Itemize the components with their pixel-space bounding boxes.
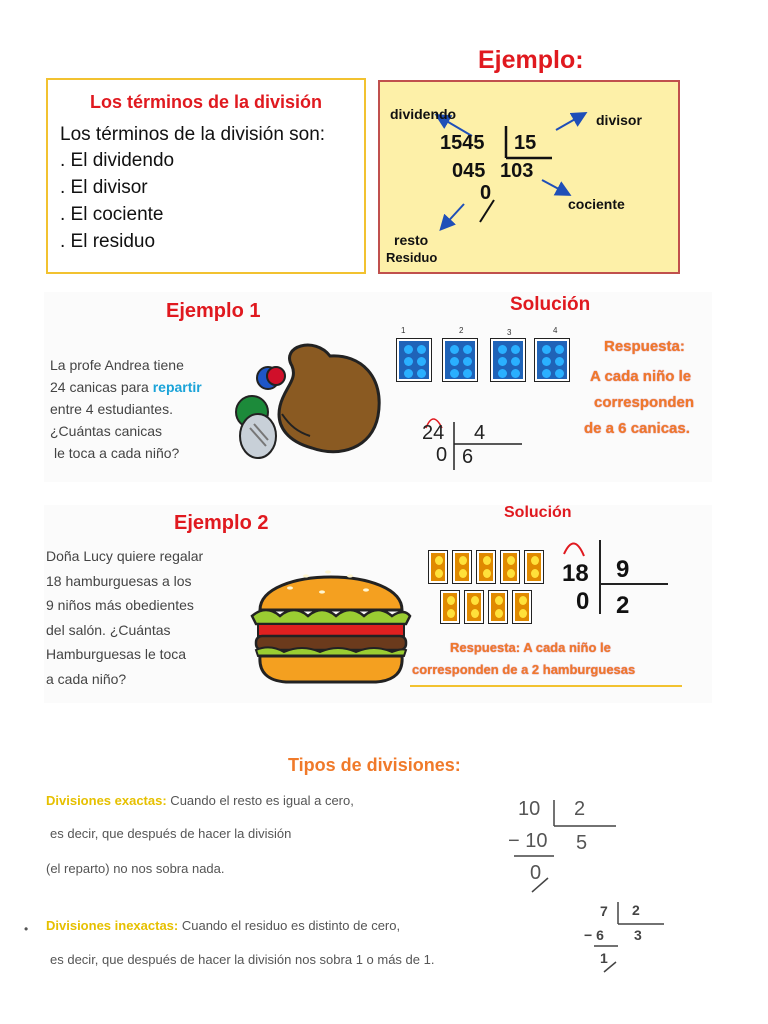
inexact-quotient: 3 — [634, 927, 642, 943]
hamburger-dot — [483, 569, 491, 578]
card-number: 2 — [459, 326, 464, 335]
example1-dividend: 24 — [422, 422, 445, 444]
marble-dot — [498, 369, 507, 378]
marble-dot — [511, 369, 520, 378]
marble-dot — [404, 345, 413, 354]
ejemplo-heading: Ejemplo: — [478, 46, 584, 74]
example2-title: Ejemplo 2 — [174, 512, 269, 534]
terms-title: Los términos de la división — [89, 92, 323, 112]
hamburger-card — [488, 590, 508, 624]
hamburger-dot — [435, 556, 443, 565]
terms-item-divisor: . El divisor — [60, 177, 148, 198]
divisor-value: 15 — [514, 132, 537, 154]
card-number: 3 — [507, 328, 512, 337]
hamburger-dot — [495, 596, 503, 605]
terms-box — [46, 78, 366, 274]
exact-dividend: 10 — [518, 798, 541, 820]
hamburger-card — [524, 550, 544, 584]
inexact-divisor: 2 — [632, 902, 640, 918]
story-line: 24 canicas para repartir — [50, 379, 202, 395]
terms-item-residuo: . El residuo — [60, 231, 156, 252]
label-dividendo: dividendo — [390, 106, 457, 122]
marble-dot — [542, 357, 551, 366]
exactas-line: Divisiones exactas: Cuando el resto es igual a cero, — [46, 793, 354, 808]
example1-answer-title: Respuesta: — [604, 338, 685, 355]
marble-card — [534, 338, 570, 382]
hamburger-dot — [471, 609, 479, 618]
story-line: 18 hamburguesas a los — [46, 572, 192, 589]
example2-remainder: 0 — [576, 588, 590, 615]
marble-dot — [450, 357, 459, 366]
hamburger-card — [476, 550, 496, 584]
partial-value: 045 — [452, 160, 486, 182]
hamburger-dot — [495, 609, 503, 618]
hamburger-dot — [447, 609, 455, 618]
story-line: entre 4 estudiantes. — [50, 401, 173, 417]
arrow-resto — [442, 204, 464, 228]
label-divisor: divisor — [596, 112, 642, 128]
example1-story — [50, 354, 202, 464]
exact-remainder: 0 — [530, 862, 542, 884]
example2-answer-line: Respuesta: A cada niño le — [450, 640, 611, 655]
hamburger-card — [512, 590, 532, 624]
story-line: le toca a cada niño? — [54, 445, 180, 461]
hamburger-dot — [519, 609, 527, 618]
hamburger-dot — [459, 569, 467, 578]
tipos-title: Tipos de divisiones: — [288, 755, 461, 775]
marble-dot — [463, 345, 472, 354]
example1-quotient: 6 — [462, 446, 474, 468]
story-line: Doña Lucy quiere regalar — [46, 548, 204, 564]
hamburger-dot — [519, 596, 527, 605]
example1-divisor: 4 — [474, 422, 486, 444]
label-residuo: Residuo — [386, 250, 438, 265]
card-number: 1 — [401, 326, 406, 335]
hamburger-illustration — [246, 552, 416, 688]
exactas-label: Divisiones exactas: — [46, 793, 167, 808]
hamburger-dot — [531, 569, 539, 578]
hamburger-card — [464, 590, 484, 624]
marbles-bag-illustration — [220, 336, 390, 466]
inexact-dividend: 7 — [600, 903, 608, 919]
example2-divisor: 9 — [616, 556, 630, 583]
example2-quotient: 2 — [616, 592, 630, 619]
marble-dot — [404, 369, 413, 378]
terms-item-dividendo: . El dividendo — [60, 150, 175, 171]
hamburger-dot — [471, 596, 479, 605]
hamburger-dot — [459, 556, 467, 565]
bullet-icon: • — [24, 922, 29, 936]
exact-subtract: − 10 — [508, 830, 548, 852]
marble-card — [396, 338, 432, 382]
label-cociente: cociente — [568, 196, 625, 212]
story-highlight: repartir — [152, 379, 202, 395]
marble-dot — [417, 345, 426, 354]
story-line: ¿Cuántas canicas — [50, 423, 163, 439]
hamburger-card — [440, 590, 460, 624]
hamburger-card — [500, 550, 520, 584]
quotient-value: 103 — [500, 160, 534, 182]
marble-card — [490, 338, 526, 382]
story-line: Hamburguesas le toca — [46, 646, 187, 662]
example2-solution-title: Solución — [504, 504, 572, 521]
story-line: La profe Andrea tiene — [50, 357, 184, 373]
marble-dot — [542, 369, 551, 378]
story-line: del salón. ¿Cuántas — [46, 621, 171, 638]
inexact-remainder: 1 — [600, 950, 608, 966]
example2-answer-line: corresponden de a 2 hamburguesas — [412, 662, 636, 677]
terms-item-cociente: . El cociente — [60, 204, 164, 225]
marble-dot — [511, 345, 520, 354]
marble-dot — [450, 369, 459, 378]
inexactas-line: es decir, que después de hacer la división nos sobra 1 o más de 1. — [50, 952, 435, 967]
marble-dot — [542, 345, 551, 354]
story-line: 9 niños más obedientes — [46, 597, 194, 613]
marble-dot — [555, 369, 564, 378]
inexactas-line: Divisiones inexactas: Cuando el residuo es distinto de cero, — [46, 918, 401, 933]
arrow-divisor — [556, 114, 584, 130]
terms-intro: Los términos de la división son: — [60, 124, 326, 145]
hamburger-dot — [435, 569, 443, 578]
marble-dot — [498, 345, 507, 354]
story-line: a cada niño? — [46, 670, 127, 687]
exact-divisor: 2 — [574, 798, 586, 820]
example2-answer-underline — [410, 685, 682, 687]
marble-dot — [463, 357, 472, 366]
hamburger-dot — [507, 569, 515, 578]
example1-title: Ejemplo 1 — [166, 300, 261, 322]
marble-dot — [463, 369, 472, 378]
example1-remainder: 0 — [436, 444, 448, 466]
marble-card — [442, 338, 478, 382]
marble-dot — [555, 345, 564, 354]
hamburger-card — [452, 550, 472, 584]
marble-dot — [417, 369, 426, 378]
dividend-value: 1545 — [440, 132, 485, 154]
marble-dot — [511, 357, 520, 366]
marble-dot — [404, 357, 413, 366]
hamburger-dot — [531, 556, 539, 565]
example2-dividend: 18 — [562, 560, 589, 587]
example1-answer-line: corresponden — [594, 394, 695, 411]
exact-quotient: 5 — [576, 832, 588, 854]
example1-solution-title: Solución — [510, 294, 591, 315]
marble-dot — [555, 357, 564, 366]
inexactas-label: Divisiones inexactas: — [46, 918, 179, 933]
remainder-value: 0 — [480, 182, 492, 204]
marble-dot — [417, 357, 426, 366]
marble-dot — [450, 345, 459, 354]
arrow-cociente — [542, 180, 568, 194]
exactas-line: es decir, que después de hacer la división — [50, 826, 292, 841]
hamburger-dot — [507, 556, 515, 565]
example1-answer-line: A cada niño le — [590, 368, 692, 385]
example2-story — [46, 544, 203, 691]
example1-answer-line: de a 6 canicas. — [584, 420, 690, 437]
card-number: 4 — [553, 326, 558, 335]
hamburger-dot — [483, 556, 491, 565]
marble-dot — [498, 357, 507, 366]
inexact-subtract: − 6 — [584, 927, 604, 943]
division-diagram — [378, 80, 680, 274]
hamburger-card — [428, 550, 448, 584]
exactas-line: (el reparto) no nos sobra nada. — [46, 861, 225, 876]
label-resto: resto — [394, 232, 429, 248]
hamburger-dot — [447, 596, 455, 605]
